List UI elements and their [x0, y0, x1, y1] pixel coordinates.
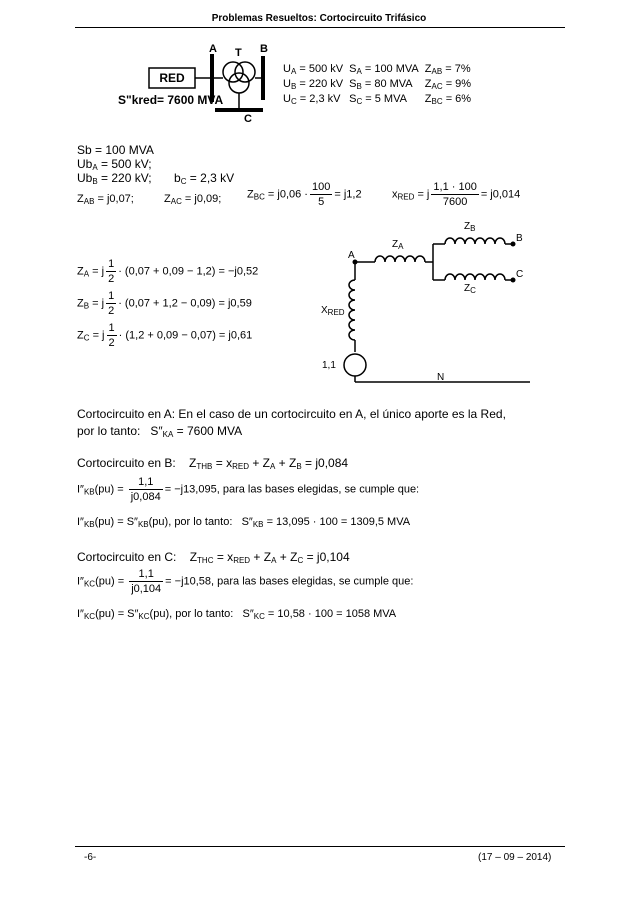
impedance-za: $Z_A = j$ $\frac{1}{2}$ · (0,07 + 0,09 − 1,2) = −j0,52	[77, 258, 259, 285]
circuit-zb-label: $Z_B$	[464, 221, 476, 233]
impedance-zc: $Z_C = j$ $\frac{1}{2}$ · (1,2 + 0,09 − 0,07) = j0,61	[77, 322, 253, 349]
circuit-za-label: $Z_A$	[392, 239, 404, 251]
impedance-zb: $Z_B = j$ $\frac{1}{2}$ · (0,07 + 1,2 − 0,09) = j0,59	[77, 290, 252, 317]
circuit-node-a: A	[348, 250, 355, 261]
node-t-label: T	[235, 47, 242, 59]
base-sb: Sb = 100 MVA	[77, 143, 154, 157]
page-number: -6-	[84, 852, 97, 863]
sc-c-current: $I''_{KC}(pu)$ = $\frac{1,1}{j0,104}$ = −j10,58, para las bases elegidas, se cumple que:	[77, 568, 414, 595]
sc-a-line1: Cortocircuito en A: En el caso de un cortocircuito en A, el único aporte es la Red,	[77, 407, 506, 421]
circuit-source-label: 1,1	[322, 360, 336, 371]
param-row-3: $U_C = 2,3$ kV $S_C = 5$ MVA $Z_{BC} = 6\%$	[283, 93, 472, 106]
sc-b-power: $I''_{KB}(pu) = S''_{KB}(pu)$, por lo tanto: $S''_{KB} = 13,095 \cdot 100 = 1309,5$ MVA	[77, 516, 411, 529]
circuit-xred-label: $X_{RED}$	[321, 305, 345, 317]
sc-c-power: $I''_{KC}(pu) = S''_{KC}(pu)$, por lo tanto: $S''_{KC} = 10,58 \cdot 100 = 1058$ MVA	[77, 608, 397, 621]
circuit-node-n: N	[437, 372, 445, 383]
footer-date: (17 – 09 – 2014)	[478, 852, 552, 863]
node-b-label: B	[260, 43, 268, 55]
skred-label: S"kred= 7600 MVA	[118, 93, 224, 107]
pu-zac: $Z_{AC} = j0,09$;	[164, 193, 222, 206]
base-ubc: $b_C = 2,3$ kV	[174, 171, 235, 186]
pu-xred: $x_{RED} = j$ $\frac{1,1 \cdot 100}{7600}$ = j0,014	[392, 181, 521, 208]
circuit-node-c: C	[516, 269, 524, 280]
sc-a-line2: por lo tanto: $S''_{KA} = 7600$ MVA	[77, 424, 243, 439]
red-label: RED	[159, 71, 185, 85]
sc-c-title: Cortocircuito en C: $Z_{THC} = x_{RED} + Z_A + Z_C = j0,104$	[77, 550, 350, 565]
xred-coil	[349, 280, 355, 340]
pu-zab: $Z_{AB} = j0,07$;	[77, 193, 134, 206]
base-uba: $Ub_A = 500$ kV;	[77, 157, 152, 172]
base-ubb: $Ub_B = 220$ kV;	[77, 171, 152, 186]
sc-b-title: Cortocircuito en B: $Z_{THB} = x_{RED} + Z_A + Z_B = j0,084$	[77, 456, 349, 471]
source-circle	[344, 354, 366, 376]
zc-coil	[445, 274, 505, 280]
node-c-label: C	[244, 113, 252, 125]
page-header: Problemas Resueltos: Cortocircuito Trifásico	[211, 13, 427, 24]
zb-coil	[445, 238, 505, 244]
param-row-1: $U_A = 500$ kV $S_A = 100$ MVA $Z_{AB} = 7\%$	[283, 63, 471, 76]
equivalent-circuit	[315, 222, 540, 392]
param-row-2: $U_B = 220$ kV $S_B = 80$ MVA $Z_{AC} = 9\%$	[283, 78, 472, 91]
header-rule	[75, 27, 565, 28]
za-coil	[375, 256, 425, 262]
circuit-zc-label: $Z_C$	[464, 283, 476, 295]
parameter-table	[283, 62, 477, 107]
node-a-label: A	[209, 43, 217, 55]
sc-b-current: $I''_{KB}(pu)$ = $\frac{1,1}{j0,084}$ = −j13,095, para las bases elegidas, se cumple que:	[77, 476, 420, 503]
circuit-node-b: B	[516, 233, 523, 244]
footer-rule	[75, 846, 565, 847]
pu-zbc: $Z_{BC} = j0,06$ · $\frac{100}{5}$ = j1,2	[247, 181, 362, 208]
